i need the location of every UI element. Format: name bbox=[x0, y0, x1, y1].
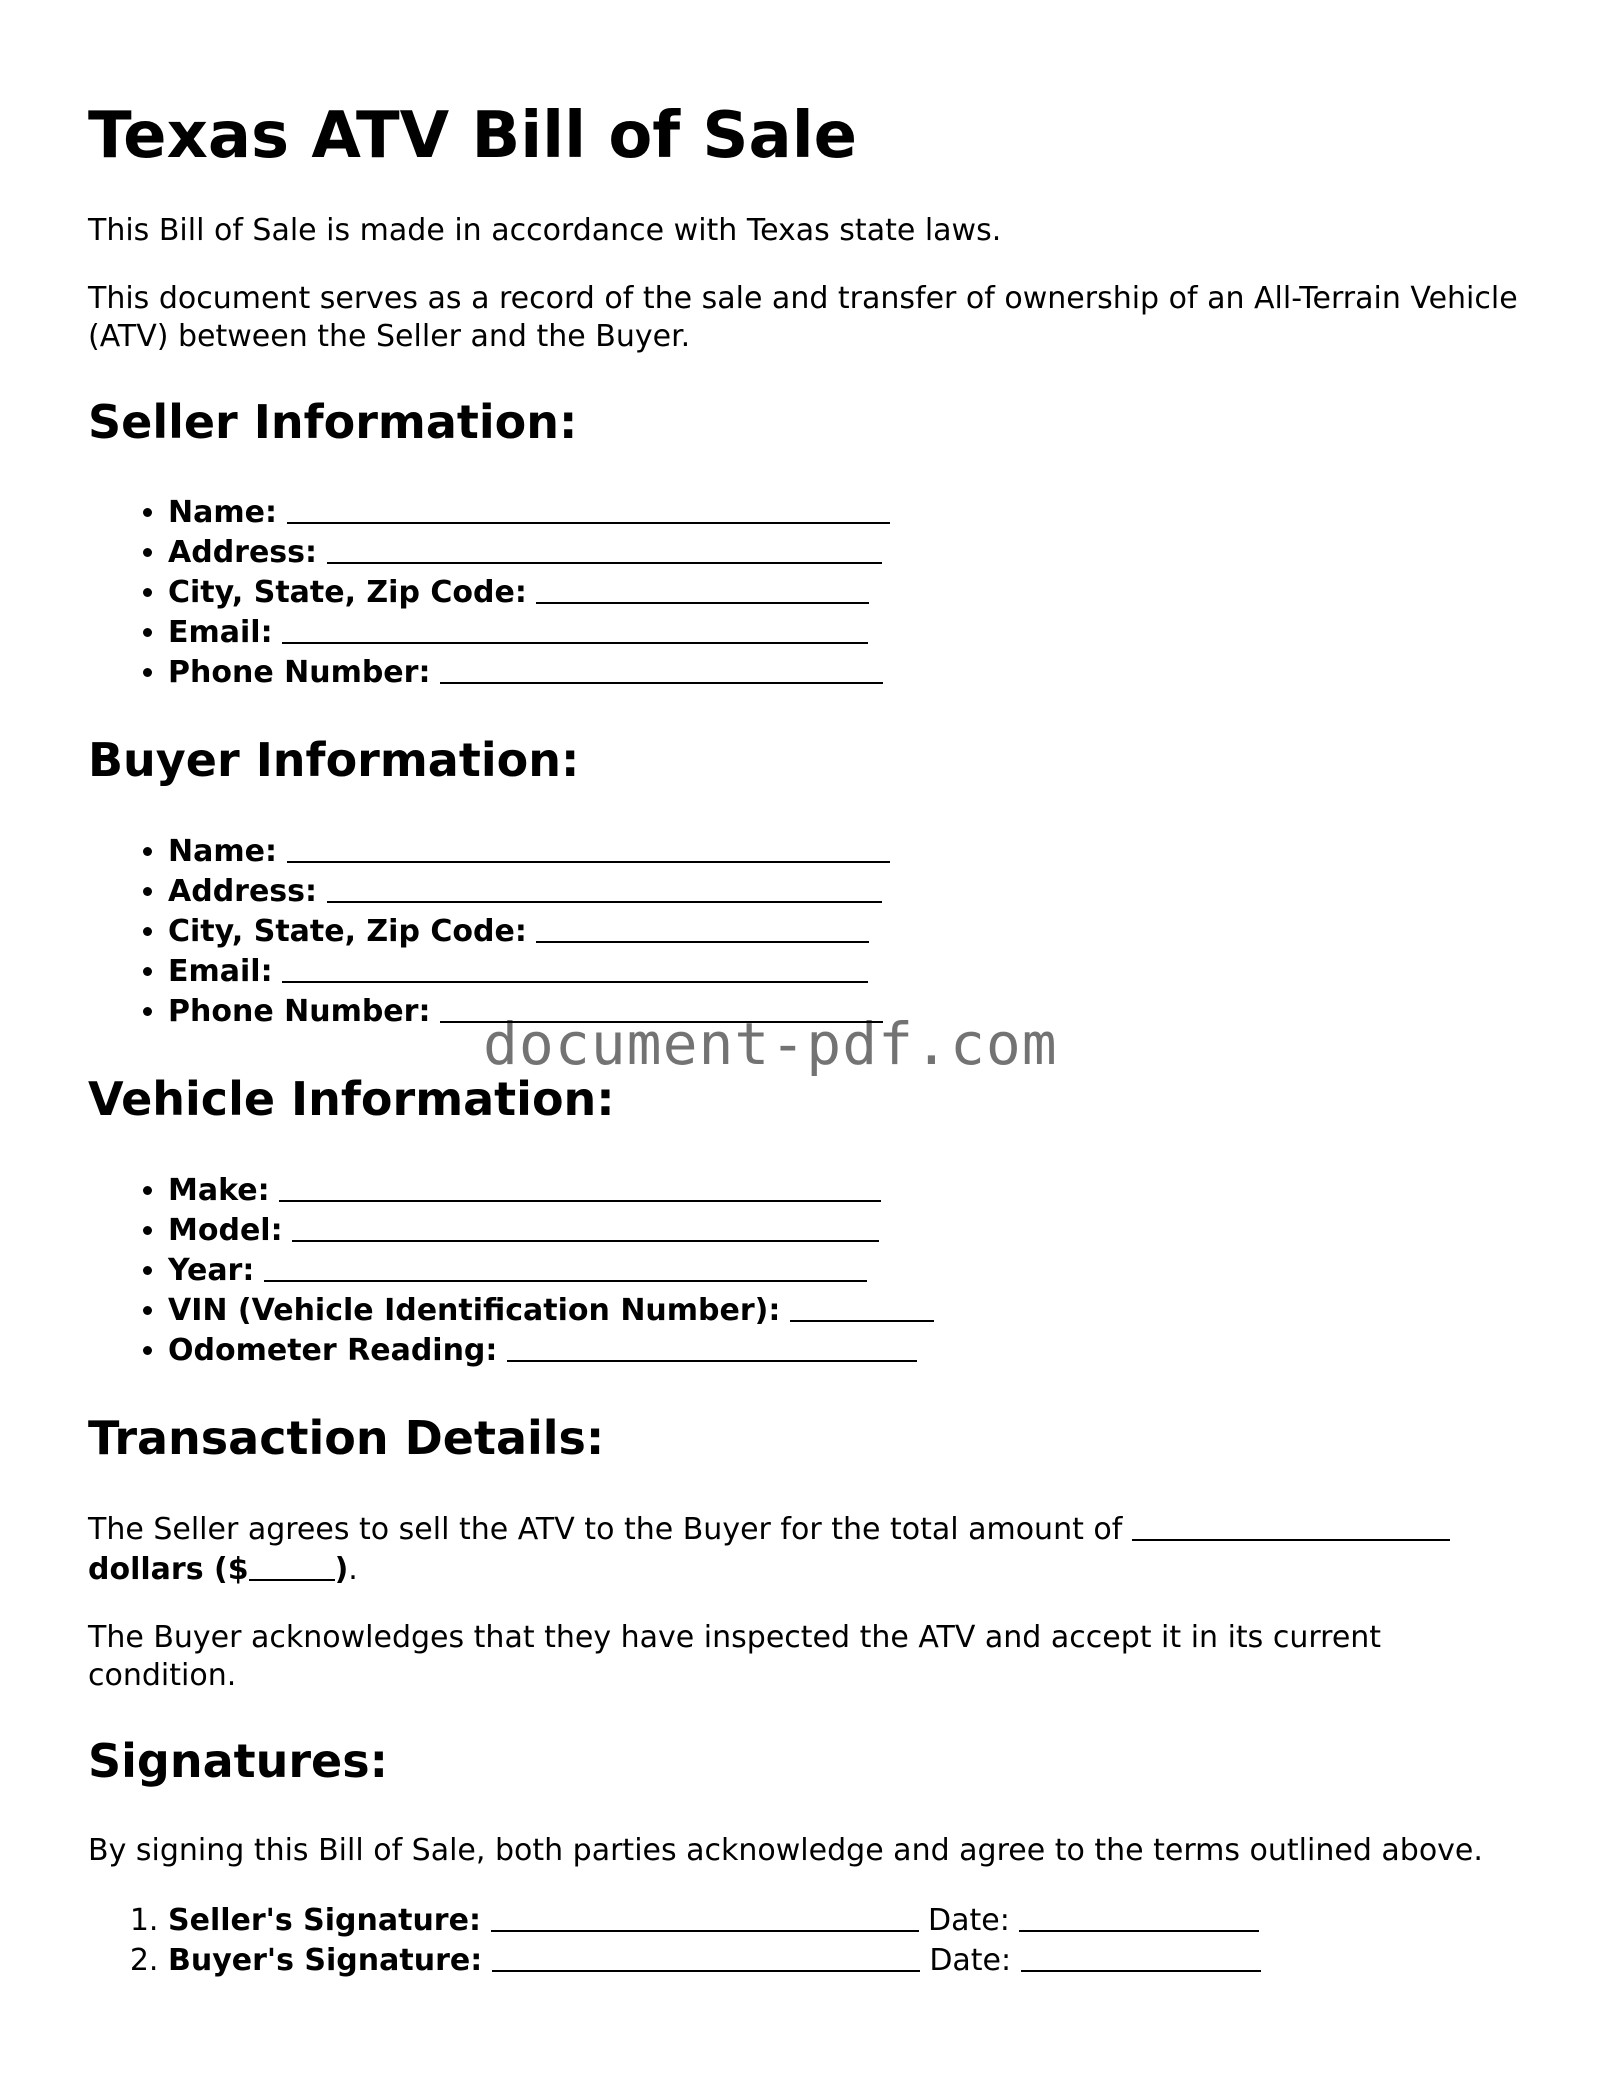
buyer-address-blank[interactable] bbox=[327, 873, 882, 903]
vehicle-vin-field bbox=[168, 1290, 1528, 1330]
seller-city-state-zip-blank[interactable] bbox=[536, 574, 869, 604]
seller-phone-field bbox=[168, 652, 1528, 692]
seller-email-field bbox=[168, 612, 1528, 652]
buyer-address-field bbox=[168, 871, 1528, 911]
seller-phone-blank[interactable] bbox=[440, 654, 883, 684]
seller-date-label: Date: bbox=[928, 1903, 1010, 1939]
intro-paragraph-2: This document serves as a record of the sale and transfer of ownership of an All-Terrain Vehicle (ATV) between the Seller and the Buyer. bbox=[88, 280, 1518, 354]
field-label: Phone Number: bbox=[168, 655, 431, 691]
field-label: Model: bbox=[168, 1213, 283, 1249]
field-label: VIN (Vehicle Identification Number): bbox=[168, 1293, 781, 1329]
seller-signature-label: Seller's Signature: bbox=[168, 1903, 481, 1939]
seller-signature-line bbox=[168, 1900, 1528, 1940]
seller-signature-blank[interactable] bbox=[491, 1902, 919, 1932]
field-label: City, State, Zip Code: bbox=[168, 914, 527, 950]
buyer-city-state-zip-field bbox=[168, 911, 1528, 951]
vehicle-make-blank[interactable] bbox=[279, 1172, 881, 1202]
seller-date-blank[interactable] bbox=[1019, 1902, 1259, 1932]
buyer-signature-label: Buyer's Signature: bbox=[168, 1943, 483, 1979]
vehicle-model-field bbox=[168, 1210, 1528, 1250]
vehicle-year-blank[interactable] bbox=[264, 1252, 867, 1282]
buyer-signature-blank[interactable] bbox=[492, 1942, 920, 1972]
buyer-name-blank[interactable] bbox=[287, 833, 890, 863]
dollars-label bbox=[88, 1552, 348, 1587]
buyer-email-field bbox=[168, 951, 1528, 991]
vehicle-section-heading: Vehicle Information: bbox=[88, 1072, 615, 1127]
seller-email-blank[interactable] bbox=[282, 614, 868, 644]
field-label: Address: bbox=[168, 874, 318, 910]
seller-city-state-zip-field bbox=[168, 572, 1528, 612]
watermark: document-pdf.com bbox=[483, 1010, 1058, 1078]
signatures-section-heading: Signatures: bbox=[88, 1734, 389, 1789]
field-label: Year: bbox=[168, 1253, 255, 1289]
buyer-email-blank[interactable] bbox=[282, 953, 868, 983]
seller-address-blank[interactable] bbox=[327, 534, 882, 564]
vehicle-field-list bbox=[88, 1170, 1528, 1370]
amount-number-blank[interactable] bbox=[249, 1551, 335, 1581]
intro-paragraph-1: This Bill of Sale is made in accordance with Texas state laws. bbox=[88, 212, 1002, 248]
amount-words-blank[interactable] bbox=[1132, 1511, 1450, 1541]
field-label: Phone Number: bbox=[168, 994, 431, 1030]
amount-text: The Seller agrees to sell the ATV to the Buyer for the total amount of bbox=[88, 1512, 1123, 1548]
dollars-open: dollars ($ bbox=[88, 1552, 249, 1588]
seller-field-list bbox=[88, 492, 1528, 692]
buyer-signature-line bbox=[168, 1940, 1528, 1980]
field-label: Address: bbox=[168, 535, 318, 571]
vehicle-make-field bbox=[168, 1170, 1528, 1210]
amount-period: . bbox=[348, 1552, 358, 1588]
buyer-section-heading: Buyer Information: bbox=[88, 733, 580, 788]
buyer-city-state-zip-blank[interactable] bbox=[536, 913, 869, 943]
vehicle-odometer-field bbox=[168, 1330, 1528, 1370]
document-title: Texas ATV Bill of Sale bbox=[88, 99, 858, 173]
transaction-section-heading: Transaction Details: bbox=[88, 1411, 605, 1466]
field-label: Name: bbox=[168, 495, 277, 531]
vehicle-model-blank[interactable] bbox=[292, 1212, 879, 1242]
field-label: City, State, Zip Code: bbox=[168, 575, 527, 611]
buyer-field-list bbox=[88, 831, 1528, 1031]
inspection-paragraph: The Buyer acknowledges that they have inspected the ATV and accept it in its current condition. bbox=[88, 1620, 1382, 1694]
buyer-date-label: Date: bbox=[929, 1943, 1012, 1979]
signature-list bbox=[88, 1900, 1528, 1980]
vehicle-odometer-blank[interactable] bbox=[507, 1332, 917, 1362]
seller-address-field bbox=[168, 532, 1528, 572]
field-label: Name: bbox=[168, 834, 277, 870]
transaction-amount-paragraph bbox=[88, 1509, 1528, 1589]
seller-name-field bbox=[168, 492, 1528, 532]
field-label: Make: bbox=[168, 1173, 270, 1209]
buyer-date-blank[interactable] bbox=[1021, 1942, 1261, 1972]
vehicle-vin-blank[interactable] bbox=[790, 1292, 934, 1322]
field-label: Odometer Reading: bbox=[168, 1333, 498, 1369]
buyer-name-field bbox=[168, 831, 1528, 871]
field-label: Email: bbox=[168, 954, 273, 990]
vehicle-year-field bbox=[168, 1250, 1528, 1290]
seller-section-heading: Seller Information: bbox=[88, 394, 578, 449]
signatures-statement: By signing this Bill of Sale, both parties acknowledge and agree to the terms outlined above. bbox=[88, 1833, 1483, 1869]
seller-name-blank[interactable] bbox=[287, 494, 890, 524]
dollars-close: ) bbox=[334, 1552, 349, 1588]
field-label: Email: bbox=[168, 615, 273, 651]
